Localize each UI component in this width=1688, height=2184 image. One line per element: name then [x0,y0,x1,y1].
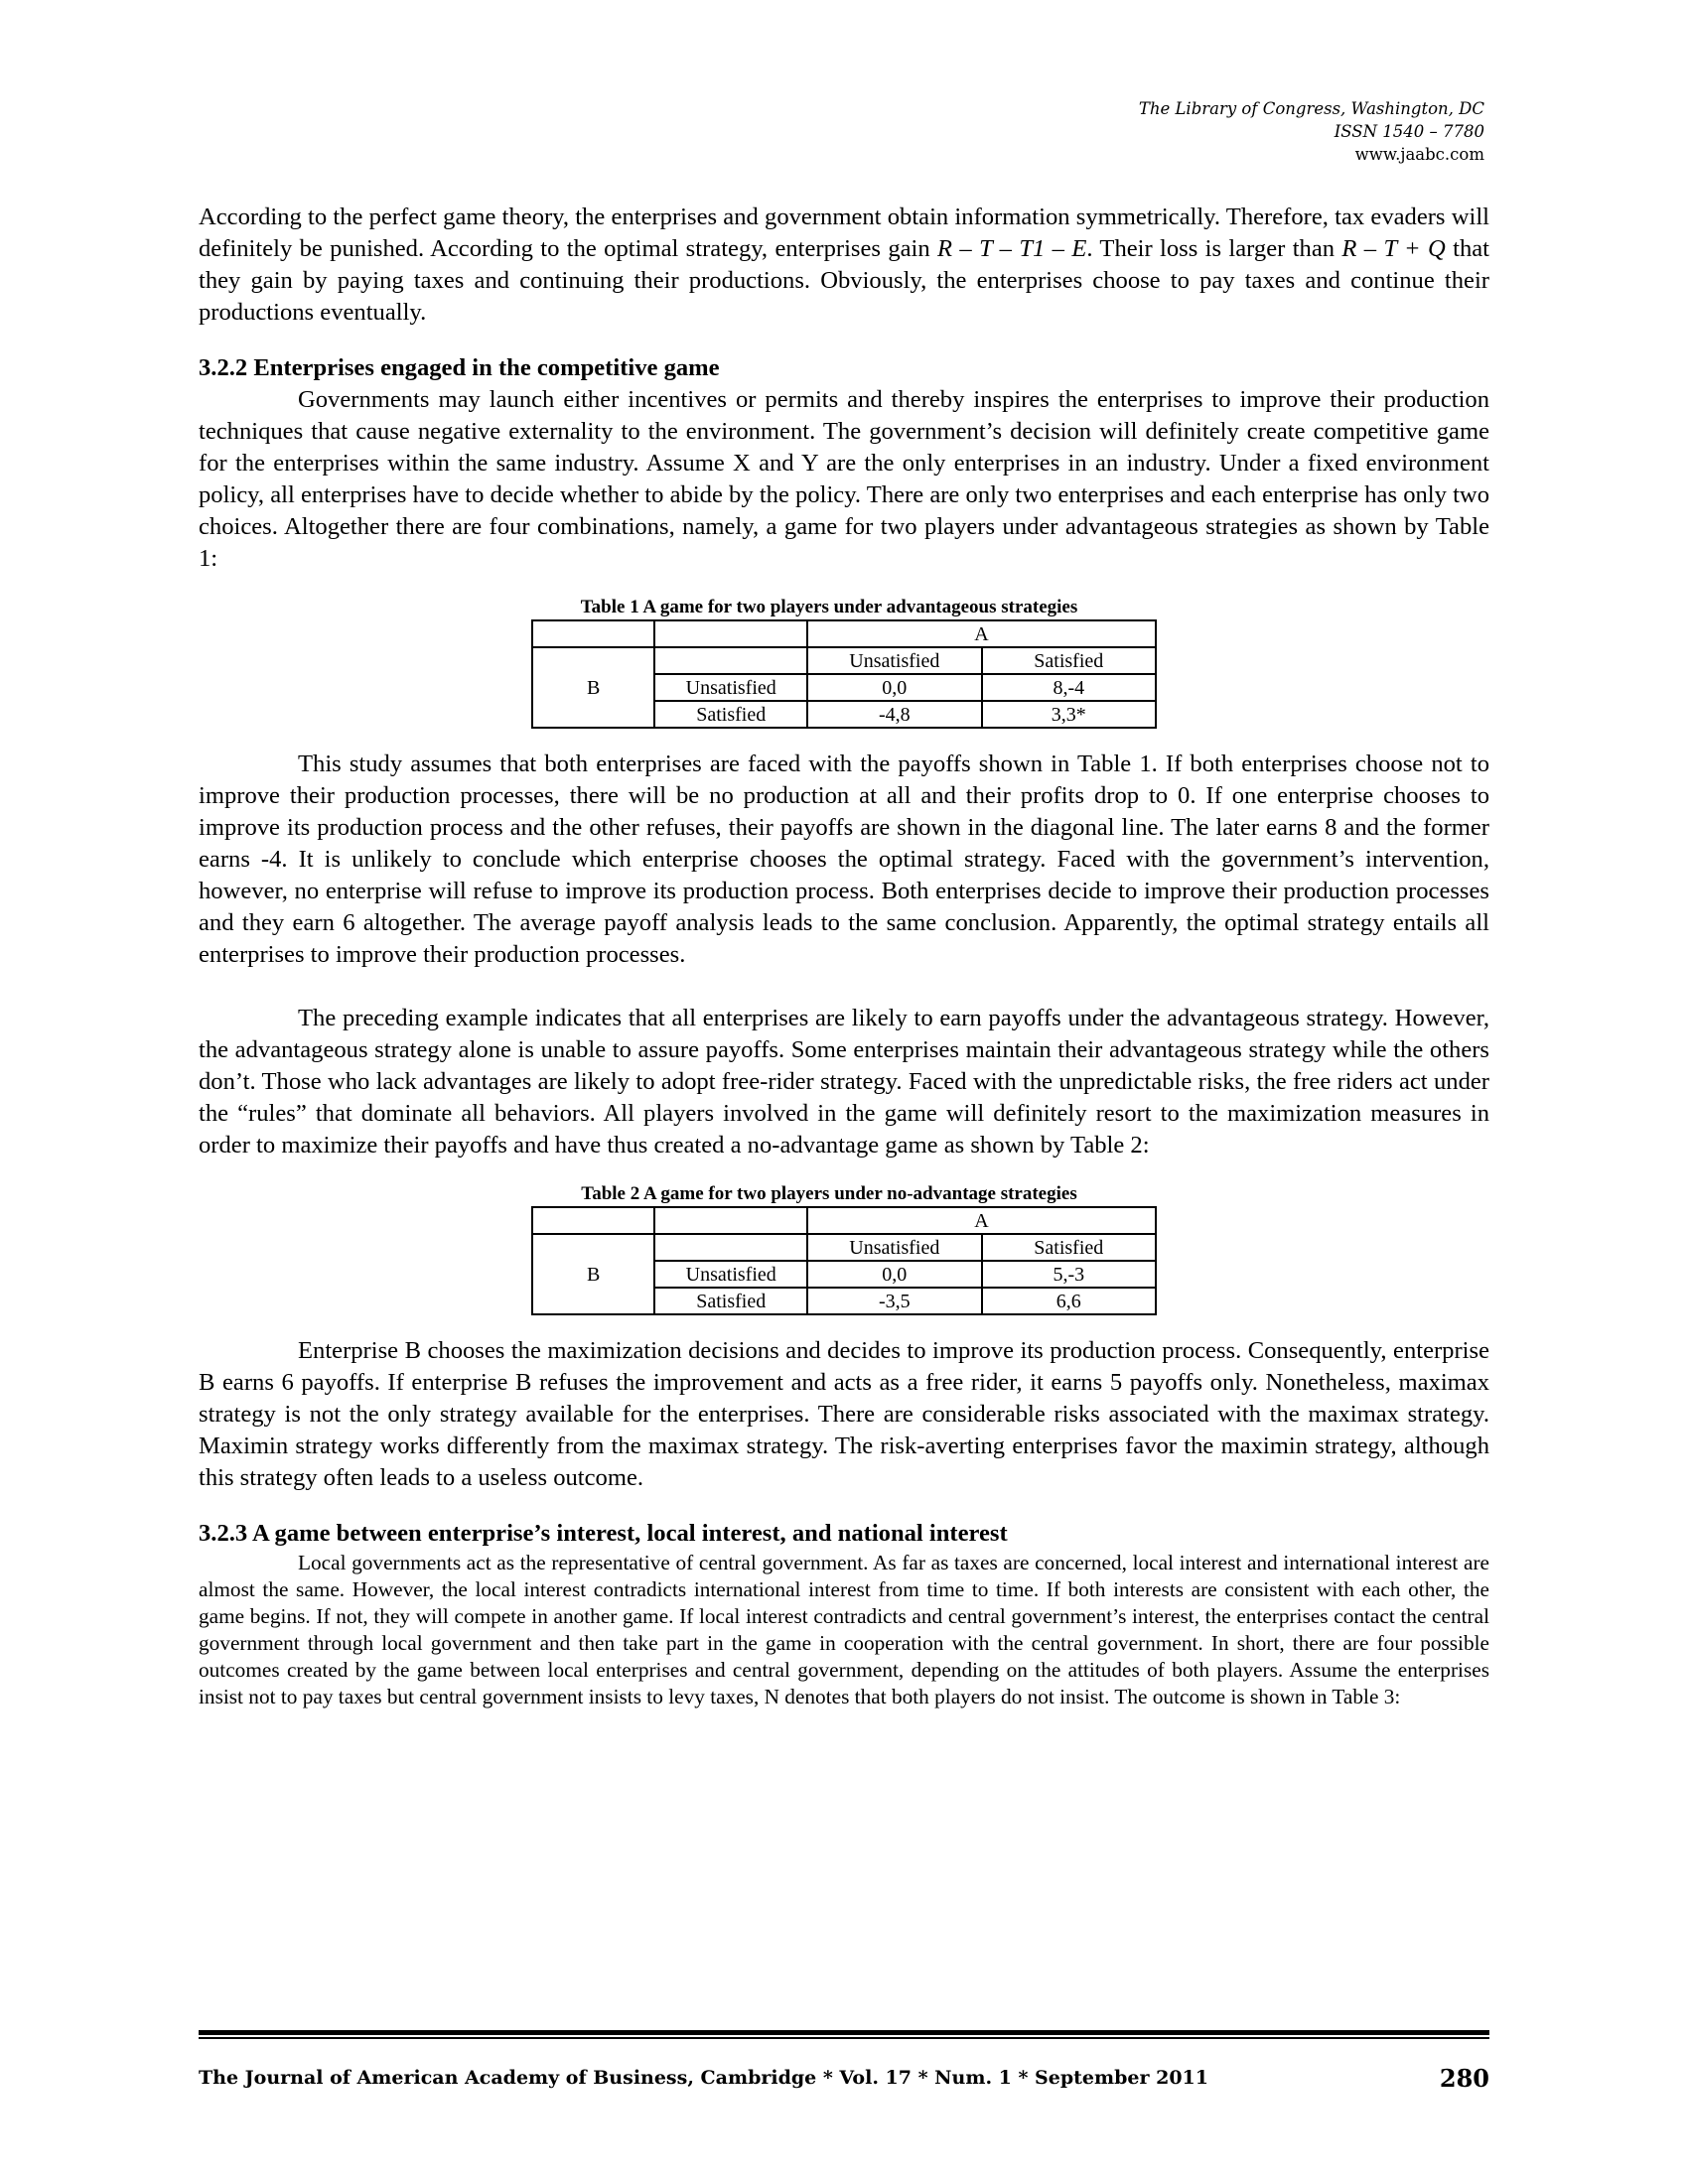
para1-text-3: that they gain by paying taxes and continuing their productions. Obviously, the enterprises choose to pay taxes and continue their productions eventually. [199,235,1490,326]
footer-journal: The Journal of American Academy of Business, Cambridge * Vol. 17 * Num. 1 * September 2011 [199,2067,1209,2089]
header-url: www.jaabc.com [1354,145,1484,164]
section-323-body [199,1550,1489,1710]
paragraph-table1-analysis: This study assumes that both enterprises are faced with the payoffs shown in Table 1. If both enterprises choose not to improve their production processes, there will be no production at all and their profits drop to 0. If one enterprise chooses to improve its production process and the other refuses, their payoffs are shown in the diagonal line. The later earns 8 and the former earns -4. It is unlikely to conclude which enterprise chooses the optimal strategy. Faced with the government’s intervention, however, no enterprise will refuse to improve its production process. Both enterprises decide to improve their production processes and they earn 6 altogether. The average payoff analysis leads to the same conclusion. Apparently, the optimal strategy entails all enterprises to improve their production processes. [199,751,1489,968]
payoff-cell: 0,0 [807,1261,982,1288]
paragraph-preceding-example: The preceding example indicates that all enterprises are likely to earn payoffs under the advantageous strategy. However, the advantageous strategy alone is unable to assure payoffs. Some enterprises maintain their advantageous strategy while the others don’t. Those who lack advantages are likely to adopt free-rider strategy. Faced with the unpredictable risks, the free riders act under the “rules” that dominate all behaviors. All players involved in the game will definitely resort to the maximization measures in order to maximize their payoffs and have thus created a no-advantage game as shown by Table 2: [199,1005,1489,1159]
header-issn: ISSN 1540 – 7780 [1334,122,1484,141]
article-body [199,202,1489,1710]
table-1 [531,597,1157,729]
row-header-unsatisfied: Unsatisfied [654,674,807,701]
player-b-header: B [532,1234,654,1314]
paragraph-perfect-game [199,202,1489,329]
payoff-cell: -3,5 [807,1288,982,1314]
table-cell-empty [532,1207,654,1234]
paragraph-maximax: Enterprise B chooses the maximization decisions and decides to improve its production process. Consequently, enterprise B earns 6 payoffs. If enterprise B refuses the improvement and acts as a free rider, it earns 5 payoffs only. Nonetheless, maximax strategy is not the only strategy available for the enterprises. There are considerable risks associated with the maximax strategy. Maximin strategy works differently from the maximax strategy. The risk-averting enterprises favor the maximin strategy, although this strategy often leads to a useless outcome. [199,1337,1489,1491]
payoff-cell: 0,0 [807,674,982,701]
running-header [889,97,1484,166]
col-header-unsatisfied: Unsatisfied [807,647,982,674]
table-cell-empty [654,620,807,647]
paragraph-competitive-game: Governments may launch either incentives or permits and thereby inspires the enterprises to improve their production techniques that cause negative externality to the environment. The government’s decision will definitely create competitive game for the enterprises within the same industry. Assume X and Y are the only enterprises in an industry. Under a fixed environment policy, all enterprises have to decide whether to abide by the policy. There are only two enterprises and each enterprise has only two choices. Altogether there are four combinations, namely, a game for two players under advantageous strategies as shown by Table 1: [199,386,1489,572]
payoff-cell: 5,-3 [982,1261,1156,1288]
col-header-unsatisfied: Unsatisfied [807,1234,982,1261]
row-header-satisfied: Satisfied [654,701,807,728]
formula-loss: R – T + Q [1341,235,1446,262]
row-header-unsatisfied: Unsatisfied [654,1261,807,1288]
table-cell-empty [532,620,654,647]
section-heading-323: 3.2.3 A game between enterprise’s interest, local interest, and national interest [199,1520,1008,1547]
header-library: The Library of Congress, Washington, DC [1138,99,1484,118]
table-1-caption: Table 1 A game for two players under advantageous strategies [580,597,1078,617]
table-2-label: Table 2 [581,1183,640,1204]
table-2-grid [531,1206,1157,1315]
table-2-caption [501,1183,1157,1205]
player-a-header: A [807,620,1156,647]
player-a-header: A [807,1207,1156,1234]
running-footer [199,2064,1489,2093]
table-cell-empty [654,1207,807,1234]
table-2 [531,1183,1157,1315]
payoff-cell: -4,8 [807,701,982,728]
para1-text-2: . Their loss is larger than [1086,235,1342,262]
para1-text-1: According to the perfect game theory, the enterprises and government obtain information symmetrically. Therefore, tax evaders will definitely be punished. According to the optimal strategy, enterprises gain [199,204,1489,262]
col-header-satisfied: Satisfied [982,1234,1156,1261]
payoff-cell: 6,6 [982,1288,1156,1314]
col-header-satisfied: Satisfied [982,647,1156,674]
footer-divider [199,2030,1489,2039]
player-b-header: B [532,647,654,728]
table-1-grid [531,619,1157,729]
table-cell-empty [654,647,807,674]
paragraph-interest-game: Local governments act as the representative of central government. As far as taxes are concerned, local interest and international interest are almost the same. However, the local interest contradicts international interest from time to time. If both interests are consistent with each other, the game begins. If not, they will compete in another game. If local interest contradicts and central government’s interest, the enterprises contact the central government through local government and then take part in the game in cooperation with the central government. In short, there are four possible outcomes created by the game between local enterprises and central government, depending on the attitudes of both players. Assume the enterprises insist not to pay taxes but central government insists to levy taxes, N denotes that both players do not insist. The outcome is shown in Table 3: [199,1551,1489,1708]
payoff-cell: 8,-4 [982,674,1156,701]
row-header-satisfied: Satisfied [654,1288,807,1314]
payoff-cell: 3,3* [982,701,1156,728]
formula-gain: R – T – T1 – E [937,235,1087,262]
section-heading-322: 3.2.2 Enterprises engaged in the competitive game [199,354,720,381]
table-cell-empty [654,1234,807,1261]
page-number: 280 [1439,2064,1489,2093]
table-2-title: A game for two players under no-advantage strategies [642,1183,1077,1204]
